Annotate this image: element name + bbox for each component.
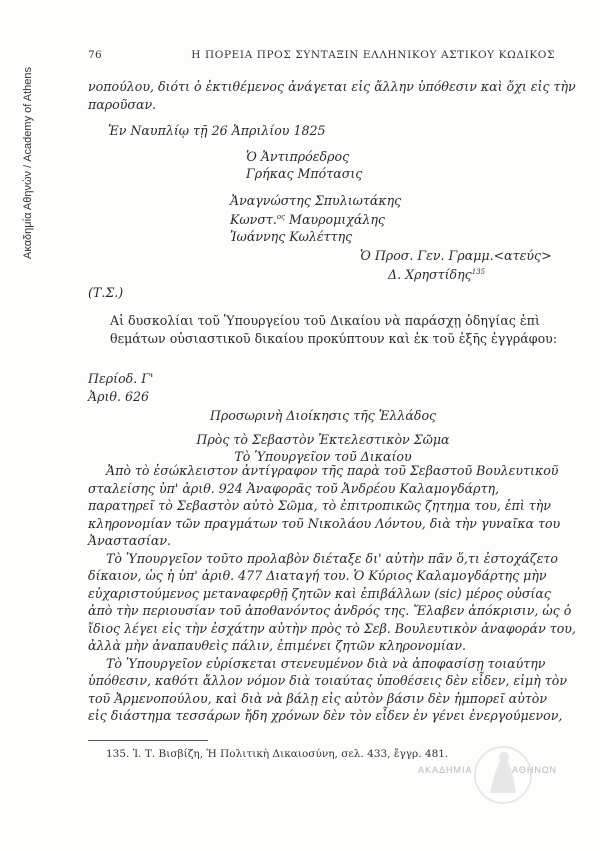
signatory-name: Ἀναγνώστης Σπυλιωτάκης bbox=[230, 193, 402, 208]
text-line: νοπούλου, διότι ὁ ἐκτιθέμενος ἀνάγεται εἰς ἄλλην ὑπόθεσιν καὶ ὄχι εἰς τὴν bbox=[88, 79, 576, 94]
text-line: Τὸ Ὑπουργεῖον τοῦτο προλαβὸν διέταξε δι' αὐτὴν πᾶν ὅ,τι ἐστοχάζετο bbox=[106, 550, 558, 566]
page-number: 76 bbox=[88, 49, 102, 61]
secretary-signature bbox=[360, 247, 560, 283]
secretary-name: Δ. Χρηστίδης$^{135}$ bbox=[388, 267, 486, 283]
document-heading-government: Προσωρινὴ Διοίκησις τῆς Ἑλλάδος bbox=[209, 408, 437, 423]
ministry: Τὸ Ὑπουργεῖον τοῦ Δικαίου bbox=[234, 449, 412, 464]
text-line: παρατηρεῖ τὸ Σεβαστὸν αὐτὸ Σῶμα, τὸ ἐπιτροπικῶς ζητημα του, ἐπὶ τὴν bbox=[88, 498, 551, 513]
body-paragraph bbox=[88, 655, 567, 725]
body-paragraph bbox=[88, 462, 561, 550]
running-title: Η ΠΟΡΕΙΑ ΠΡΟΣ ΣΥΝΤΑΞΙΝ ΕΛΛΗΝΙΚΟΥ ΑΣΤΙΚΟΥ ΚΩΔΙΚΟΣ bbox=[191, 49, 555, 61]
running-header bbox=[88, 45, 555, 65]
footnote: 135. Ἰ. Τ. Βισβίζη, Ἡ Πολιτικὴ Δικαιοσύνη, σελ. 433, ἔγγρ. 481. bbox=[106, 748, 449, 760]
intro-paragraph bbox=[88, 312, 558, 347]
signatory-role: Ὁ Ἀντιπρόεδρος bbox=[246, 149, 350, 164]
text-line: Ἀναστασίαν. bbox=[88, 533, 172, 548]
body-paragraphs bbox=[88, 462, 576, 725]
text-line: εὐχαριστούμενος μεταναφερθῇ ζητῶν καὶ ἐπιβάλλων (sic) μέρος οὐσίας bbox=[88, 585, 551, 601]
footnote-marker: 135 bbox=[471, 268, 486, 276]
text-line: ὑπόθεσιν, καθότι ἄλλον νόμον διὰ τοιαύτας ὑποθέσεις δὲν εἶδεν, εἰμὴ τὸν bbox=[88, 673, 567, 688]
watermark-left: ΑΚΑΔΗΜΙΑ bbox=[418, 765, 473, 775]
footnote-rule bbox=[88, 740, 208, 741]
seal-mark: (Τ.Σ.) bbox=[88, 285, 124, 300]
text-line: θεμάτων οὐσιαστικοῦ δικαίου προκύπτουν καὶ ἐκ τοῦ ἑξῆς ἐγγράφου: bbox=[110, 330, 558, 346]
signature-block bbox=[246, 148, 496, 182]
text-line: παροῦσαν. bbox=[88, 96, 157, 112]
addressee: Πρὸς τὸ Σεβαστὸν Ἐκτελεστικὸν Σῶμα bbox=[196, 432, 450, 447]
document-heading-address bbox=[88, 431, 558, 465]
academy-seal-icon bbox=[438, 735, 568, 815]
text-line: εἰς διάστημα τεσσάρων ἤδη χρόνων δὲν τὸν εἶδεν ἐν γένει ἐνεργούμενον, bbox=[88, 708, 563, 723]
document-refs bbox=[88, 370, 558, 405]
number-ref: Ἀριθ. 626 bbox=[88, 388, 150, 404]
dateline: Ἐν Ναυπλίῳ τῇ 26 Ἀπριλίου 1825 bbox=[108, 123, 326, 138]
secretary-role: Ὁ Προσ. Γεν. Γραμμ.<ατεύς> bbox=[360, 248, 552, 263]
period-ref: Περίοδ. Γ' bbox=[88, 371, 154, 386]
watermark-right: ΑΘΗΝΩΝ bbox=[512, 765, 558, 775]
text-line: σταλείσης ὑπ' ἀριθ. 924 Ἀναφορᾶς τοῦ Ἀνδρέου Καλαμογδάρτη, bbox=[88, 480, 500, 496]
archive-credit: Ακαδημία Αθηνών / Academy of Athens bbox=[22, 67, 34, 260]
signature-block bbox=[230, 192, 480, 245]
text-line: Τὸ Ὑπουργεῖον εὑρίσκεται στενευμένον διὰ νὰ ἀποφασίσῃ τοιαύτην bbox=[106, 655, 546, 671]
text-line: κληρονομίαν τῶν πραγμάτων τοῦ Νικολάου Λόντου, διὰ τὴν γυναῖκα του bbox=[88, 515, 561, 531]
signatory-name: Ἰωάννης Κωλέττης bbox=[230, 229, 353, 245]
text-line: Ἀπὸ τὸ ἐσώκλειστον ἀντίγραφον τῆς παρὰ τοῦ Σεβαστοῦ Βουλευτικοῦ bbox=[106, 463, 559, 478]
text-line: Αἱ δυσκολίαι τοῦ Ὑπουργείου τοῦ Δικαίου νὰ παράσχῃ ὁδηγίας ἐπὶ bbox=[110, 313, 540, 328]
body-paragraph bbox=[88, 550, 576, 655]
text-line: ἴδιος λέγει εἰς τὴν ἐσχάτην αὐτὴν πρὸς τὸ Σεβ. Βουλευτικὸν ἀναφοράν του, bbox=[88, 620, 576, 636]
text-line: ἀπὸ τὴν περιουσίαν τοῦ ἀποθανόντος ἀνδρός της. Ἔλαβεν ἀπόκρισιν, ὡς ὁ bbox=[88, 603, 572, 618]
continuation-paragraph bbox=[88, 78, 576, 113]
signatory-name: Γρήκας Μπότασις bbox=[246, 166, 363, 181]
text-line: τοῦ Ἀρμενοπούλου, καὶ διὰ νὰ βάλῃ εἰς αὐτὸν βάσιν δὲν ἠμπορεῖ αὐτὸν bbox=[88, 690, 547, 706]
text-line: ἀλλὰ μὴν ἀναπαυθεὶς πάλιν, ἐπιμένει ζητῶν κληρονομίαν. bbox=[88, 638, 466, 653]
signatory-name: Κωνστ.$^{o\varsigma}$ Μαυρομιχάλης bbox=[230, 212, 385, 228]
text-line: δίκαιον, ὡς ἡ ὑπ' ἀριθ. 477 Διαταγή του. Ὁ Κύριος Καλαμογδάρτης μὴν bbox=[88, 568, 547, 583]
document-body bbox=[88, 462, 576, 725]
